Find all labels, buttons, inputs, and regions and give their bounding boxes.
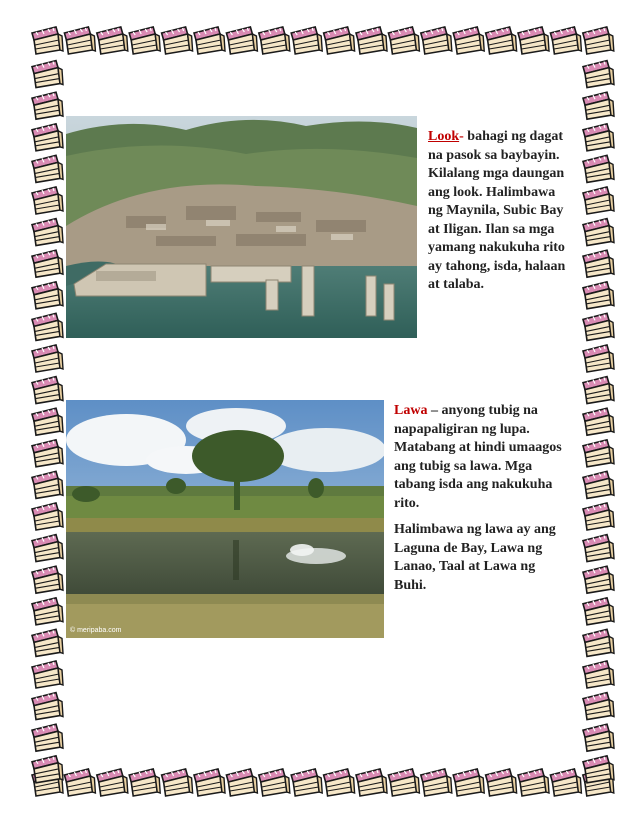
cake-slice-icon — [32, 27, 63, 54]
cake-slice-icon — [583, 724, 614, 751]
cake-slice-icon — [550, 27, 581, 54]
cake-slice-icon — [32, 598, 63, 625]
cake-slice-icon — [32, 124, 63, 151]
cake-slice-icon — [194, 769, 225, 796]
cake-slice-icon — [583, 769, 614, 796]
cake-slice-icon — [583, 535, 614, 562]
cake-slice-icon — [32, 282, 63, 309]
cake-slice-icon — [97, 769, 128, 796]
cake-slice-icon — [324, 769, 355, 796]
cake-slice-icon — [64, 769, 95, 796]
lawa-term: Lawa — [394, 403, 428, 418]
cake-slice-icon — [583, 187, 614, 214]
cake-slice-icon — [129, 769, 160, 796]
cake-slice-icon — [97, 27, 128, 54]
cake-slice-icon — [583, 440, 614, 467]
cake-slice-icon — [583, 661, 614, 688]
cake-slice-icon — [32, 535, 63, 562]
cake-slice-icon — [453, 769, 484, 796]
cake-slice-icon — [388, 769, 419, 796]
cake-slice-icon — [226, 769, 257, 796]
cake-slice-icon — [259, 27, 290, 54]
cake-slice-icon — [421, 27, 452, 54]
cake-slice-icon — [32, 471, 63, 498]
look-definition-text: bahagi ng dagat na pasok sa baybayin. Kilalang mga daungan ang look. Halimbawa ng Maynila, Subic Bay at Iligan. Ilan sa mga yamang nakukuha rito ay tahong, isda, halaan at talaba. — [428, 129, 566, 292]
cake-slice-icon — [453, 27, 484, 54]
cake-slice-icon — [291, 769, 322, 796]
cake-slice-icon — [421, 769, 452, 796]
cake-slice-icon — [32, 345, 63, 372]
lawa-definition — [394, 402, 564, 595]
cake-slice-icon — [194, 27, 225, 54]
cake-slice-icon — [583, 408, 614, 435]
cake-slice-icon — [324, 27, 355, 54]
cake-slice-icon — [162, 769, 193, 796]
cake-slice-icon — [129, 27, 160, 54]
cake-slice-icon — [583, 61, 614, 88]
cake-slice-icon — [32, 219, 63, 246]
lawa-definition-text: – anyong tubig na napapaligiran ng lupa. Matabang at hindi umaagos ang tubig sa lawa. Mga tabang isda ang nakukuha rito. — [394, 403, 562, 511]
cake-slice-icon — [32, 724, 63, 751]
lawa-examples: Halimbawa ng lawa ay ang Laguna de Bay, Lawa ng Lanao, Taal at Lawa ng Buhi. — [394, 522, 556, 593]
cake-slice-icon — [583, 629, 614, 656]
cake-slice-icon — [32, 440, 63, 467]
cake-slice-icon — [583, 598, 614, 625]
cake-slice-icon — [291, 27, 322, 54]
cake-slice-icon — [583, 124, 614, 151]
cake-slice-icon — [32, 629, 63, 656]
cake-slice-icon — [583, 92, 614, 119]
cake-slice-icon — [388, 27, 419, 54]
cake-slice-icon — [486, 769, 517, 796]
cake-slice-icon — [583, 503, 614, 530]
look-term: Look — [428, 129, 460, 144]
cake-slice-icon — [162, 27, 193, 54]
cake-slice-icon — [583, 250, 614, 277]
cake-slice-icon — [550, 769, 581, 796]
cake-slice-icon — [32, 155, 63, 182]
cake-slice-icon — [583, 155, 614, 182]
cake-slice-icon — [583, 471, 614, 498]
cake-slice-icon — [583, 282, 614, 309]
cake-slice-icon — [226, 27, 257, 54]
cake-slice-icon — [32, 187, 63, 214]
cake-slice-icon — [32, 61, 63, 88]
lake-photo — [66, 400, 384, 638]
cake-slice-icon — [518, 769, 549, 796]
cake-slice-icon — [356, 769, 387, 796]
cake-slice-icon — [583, 566, 614, 593]
cake-slice-icon — [486, 27, 517, 54]
cake-slice-icon — [32, 769, 63, 796]
cake-slice-icon — [32, 92, 63, 119]
bay-aerial-photo — [66, 116, 417, 338]
cake-slice-icon — [32, 756, 63, 783]
look-dash: - — [459, 129, 464, 144]
cake-slice-icon — [259, 769, 290, 796]
cake-slice-icon — [583, 219, 614, 246]
look-definition — [428, 128, 568, 295]
cake-slice-icon — [32, 693, 63, 720]
cake-slice-icon — [583, 27, 614, 54]
cake-slice-icon — [583, 693, 614, 720]
cake-slice-icon — [583, 313, 614, 340]
cake-slice-icon — [32, 250, 63, 277]
cake-slice-icon — [64, 27, 95, 54]
cake-slice-icon — [32, 313, 63, 340]
cake-slice-icon — [583, 377, 614, 404]
cake-slice-icon — [356, 27, 387, 54]
cake-slice-icon — [32, 377, 63, 404]
cake-slice-icon — [518, 27, 549, 54]
cake-slice-icon — [583, 756, 614, 783]
cake-slice-icon — [583, 345, 614, 372]
cake-slice-icon — [32, 661, 63, 688]
cake-slice-icon — [32, 408, 63, 435]
cake-slice-icon — [32, 503, 63, 530]
cake-slice-icon — [32, 566, 63, 593]
photo-watermark: © meripaba.com — [70, 627, 122, 634]
